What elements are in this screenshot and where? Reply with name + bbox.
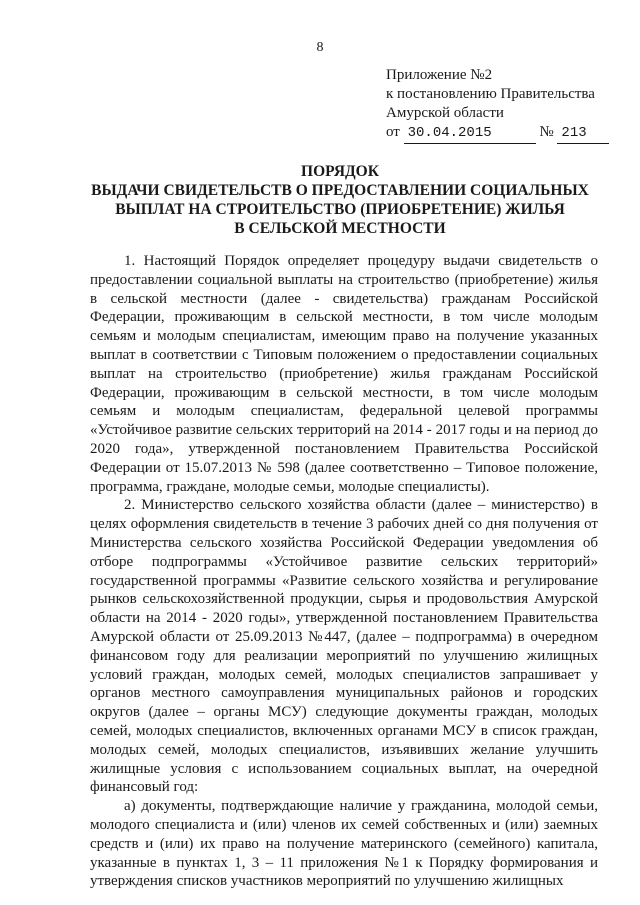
title-line-2: ВЫДАЧИ СВИДЕТЕЛЬСТВ О ПРЕДОСТАВЛЕНИИ СОЦИАЛЬНЫХ	[91, 182, 589, 199]
date-prefix: от	[386, 124, 400, 140]
appendix-line-3: Амурской области	[386, 105, 504, 121]
appendix-line-2: к постановлению Правительства	[386, 86, 595, 102]
page-number: 8	[316, 40, 324, 55]
title-line-4: В СЕЛЬСКОЙ МЕСТНОСТИ	[234, 220, 446, 237]
document-title	[80, 162, 600, 238]
date-value: 30.04.2015	[404, 124, 536, 144]
title-line-1: ПОРЯДОК	[301, 163, 379, 180]
number-prefix: №	[539, 124, 554, 140]
document-body	[90, 252, 598, 891]
number-value: 213	[557, 124, 609, 144]
appendix-date-line	[386, 123, 609, 144]
paragraph-2: 2. Министерство сельского хозяйства области (далее – министерство) в целях оформления свидетельств в течение 3 рабочих дней со дня получения от Министерства сельского хозяйства Российской Федерации уведомления об отборе подпрограммы «Устойчивое развитие сельских территорий» государственной программы «Развитие сельского хозяйства и регулирование рынков сельскохозяйственной продукции, сырья и продовольствия Амурской области на 2014 - 2020 годы», утвержденной постановлением Правительства Амурской области от 25.09.2013 №447, (далее – подпрограмма) в очередном финансовом году для реализации мероприятий по улучшению жилищных условий граждан, молодых семей, молодых специалистов запрашивает у органов местного самоуправления муниципальных районов и городских округов (далее – органы МСУ) следующие документы граждан, молодых семей, молодых специалистов, включенных органами МСУ в список граждан, молодых семей, молодых специалистов, изъявивших желание улучшить жилищные условия с использованием социальных выплат, на очередной финансовый год:	[90, 497, 598, 796]
appendix-line-1: Приложение №2	[386, 67, 493, 83]
paragraph-1: 1. Настоящий Порядок определяет процедуру выдачи свидетельств о предоставлении социальной выплаты на строительство (приобретение) жилья в сельской местности (далее - свидетельства) гражданам Российской Федерации, проживающим в сельской местности, в том числе молодым семьям и молодым специалистам, имеющим право на получение указанных выплат в соответствии с Типовым положением о предоставлении социальных выплат на строительство (приобретение) жилья гражданам Российской Федерации, проживающим в сельской местности, в том числе молодым семьям и молодым специалистам, федеральной целевой программы «Устойчивое развитие сельских территорий на 2014 - 2017 годы и на период до 2020 года», утвержденной постановлением Правительства Российской Федерации от 15.07.2013 № 598 (далее соответственно – Типовое положение, программа, граждане, молодые семьи, молодые специалисты).	[90, 253, 598, 495]
title-line-3: ВЫПЛАТ НА СТРОИТЕЛЬСТВО (ПРИОБРЕТЕНИЕ) ЖИЛЬЯ	[115, 201, 565, 218]
paragraph-3: а) документы, подтверждающие наличие у гражданина, молодой семьи, молодого специалиста и (или) членов их семей собственных и (или) заемных средств и (или) их право на получение материнского (семейного) капитала, указанные в пунктах 1, 3 – 11 приложения №1 к Порядку формирования и утверждения списков участников мероприятий по улучшению жилищных	[90, 798, 598, 890]
appendix-block	[386, 66, 609, 144]
